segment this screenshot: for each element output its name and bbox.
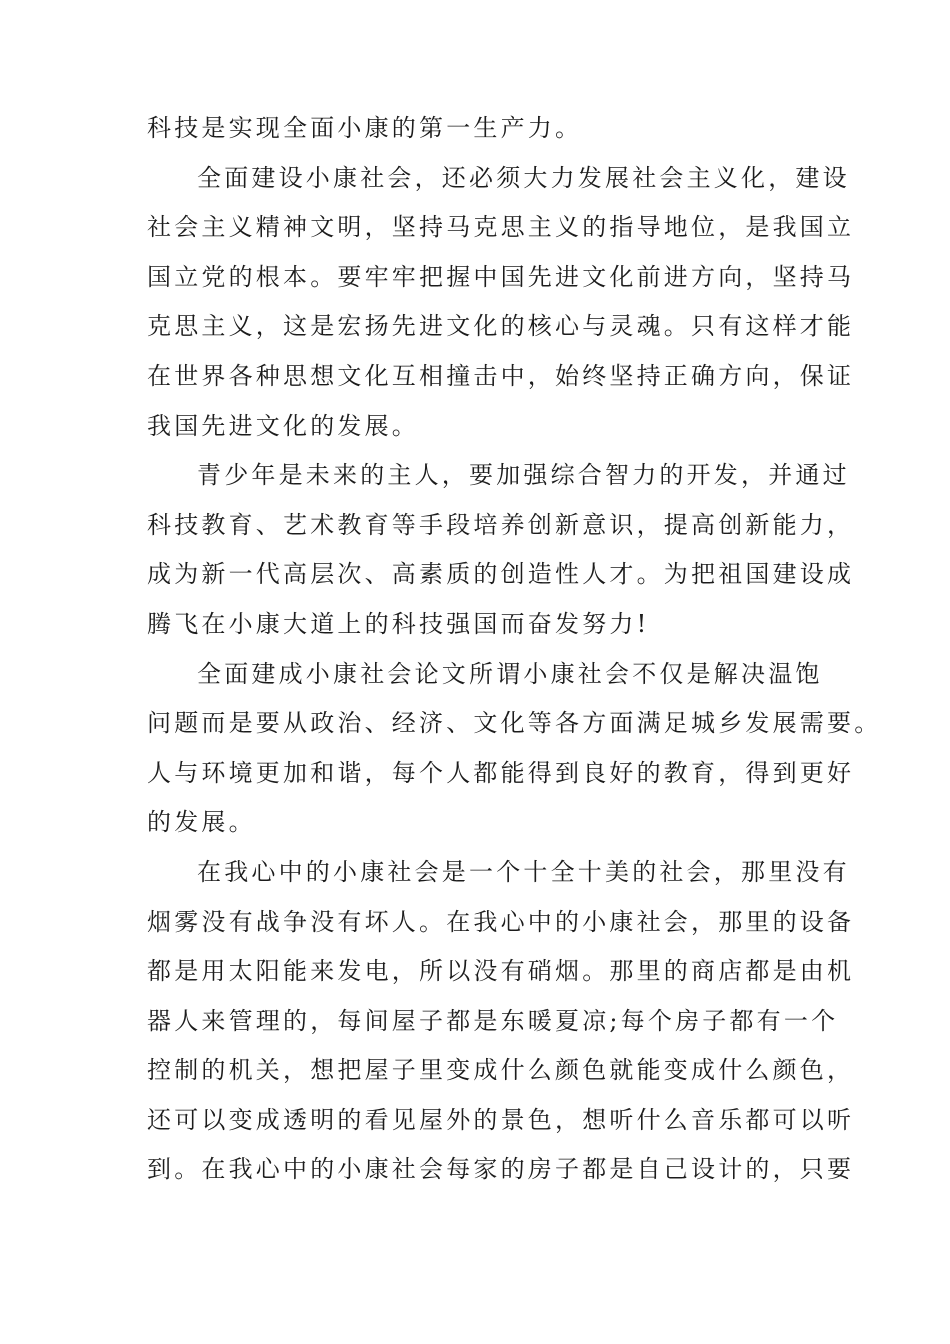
body-line: 控制的机关，想把屋子里变成什么颜色就能变成什么颜色， [147,1056,855,1085]
paragraph-first-line: 全面建成小康社会论文所谓小康社会不仅是解决温饱 [197,659,823,688]
body-line: 还可以变成透明的看见屋外的景色，想听什么音乐都可以听 [147,1105,855,1134]
body-line: 人与环境更加和谐，每个人都能得到良好的教育，得到更好 [147,758,855,787]
body-line: 克思主义，这是宏扬先进文化的核心与灵魂。只有这样才能 [147,312,855,341]
body-line: 我国先进文化的发展。 [147,411,419,440]
document-body [147,104,882,1195]
body-line: 到。在我心中的小康社会每家的房子都是自己设计的，只要 [147,1155,855,1184]
body-line: 器人来管理的，每间屋子都是东暖夏凉;每个房子都有一个 [147,1006,839,1035]
body-line: 国立党的根本。要牢牢把握中国先进文化前进方向，坚持马 [147,262,855,291]
body-line: 在世界各种思想文化互相撞击中，始终坚持正确方向，保证 [147,361,855,390]
paragraph-first-line: 青少年是未来的主人，要加强综合智力的开发，并通过 [197,461,850,490]
body-line: 烟雾没有战争没有坏人。在我心中的小康社会，那里的设备 [147,907,855,936]
body-line: 都是用太阳能来发电，所以没有硝烟。那里的商店都是由机 [147,957,855,986]
body-line: 腾飞在小康大道上的科技强国而奋发努力! [147,609,650,638]
body-line: 社会主义精神文明，坚持马克思主义的指导地位，是我国立 [147,213,855,242]
body-line: 成为新一代高层次、高素质的创造性人才。为把祖国建设成 [147,560,855,589]
body-line: 的发展。 [147,808,256,837]
paragraph-first-line: 在我心中的小康社会是一个十全十美的社会，那里没有 [197,857,850,886]
body-line: 问题而是要从政治、经济、文化等各方面满足城乡发展需要。 [147,709,882,738]
body-line: 科技是实现全面小康的第一生产力。 [147,114,583,142]
paragraph-first-line: 全面建设小康社会，还必须大力发展社会主义化，建设 [197,163,850,192]
body-line: 科技教育、艺术教育等手段培养创新意识，提高创新能力， [147,510,855,539]
